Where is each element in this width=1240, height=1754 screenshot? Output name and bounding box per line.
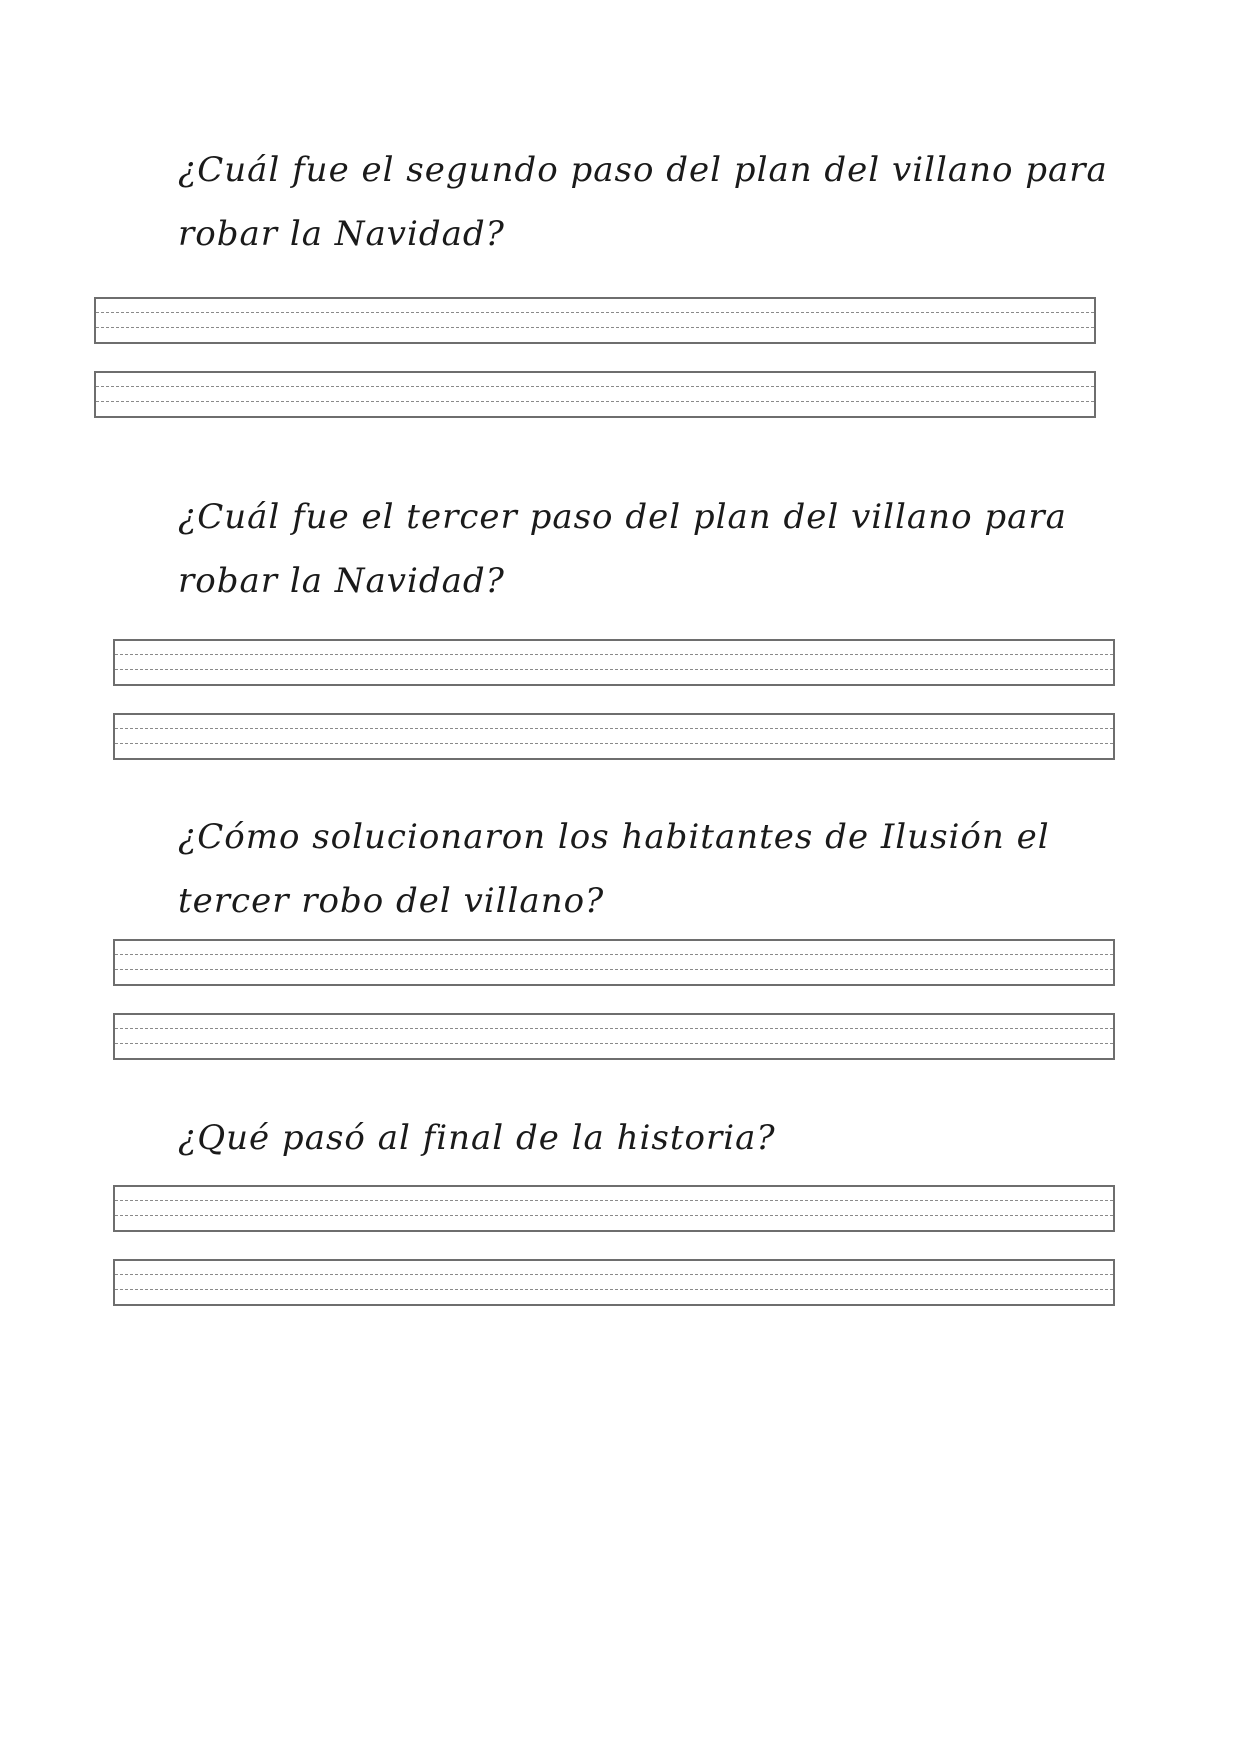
dotted-guide xyxy=(115,743,1113,744)
question-1 xyxy=(178,138,1108,266)
answer-line-4b[interactable] xyxy=(113,1259,1115,1306)
question-3-line-1: ¿Cómo solucionaron los habitantes de Ilusión el xyxy=(178,817,1050,857)
dotted-guide xyxy=(115,1289,1113,1290)
dotted-guide xyxy=(96,401,1094,402)
dotted-guide xyxy=(115,654,1113,655)
dotted-guide xyxy=(96,327,1094,328)
dotted-guide xyxy=(115,1215,1113,1216)
dotted-guide xyxy=(96,386,1094,387)
question-1-line-1: ¿Cuál fue el segundo paso del plan del villano para xyxy=(178,150,1108,190)
question-4-line-1: ¿Qué pasó al final de la historia? xyxy=(178,1118,776,1158)
answer-line-3a[interactable] xyxy=(113,939,1115,986)
question-4 xyxy=(178,1106,776,1170)
question-1-line-2: robar la Navidad? xyxy=(178,214,505,254)
dotted-guide xyxy=(115,728,1113,729)
answer-line-2b[interactable] xyxy=(113,713,1115,760)
dotted-guide xyxy=(115,969,1113,970)
question-2-line-2: robar la Navidad? xyxy=(178,561,505,601)
dotted-guide xyxy=(115,669,1113,670)
answer-line-1b[interactable] xyxy=(94,371,1096,418)
answer-line-1a[interactable] xyxy=(94,297,1096,344)
question-2 xyxy=(178,485,1067,613)
dotted-guide xyxy=(115,1028,1113,1029)
question-3 xyxy=(178,805,1050,933)
answer-line-4a[interactable] xyxy=(113,1185,1115,1232)
dotted-guide xyxy=(115,1274,1113,1275)
answer-line-2a[interactable] xyxy=(113,639,1115,686)
dotted-guide xyxy=(115,1043,1113,1044)
dotted-guide xyxy=(115,954,1113,955)
dotted-guide xyxy=(96,312,1094,313)
question-3-line-2: tercer robo del villano? xyxy=(178,881,605,921)
answer-line-3b[interactable] xyxy=(113,1013,1115,1060)
question-2-line-1: ¿Cuál fue el tercer paso del plan del villano para xyxy=(178,497,1067,537)
dotted-guide xyxy=(115,1200,1113,1201)
